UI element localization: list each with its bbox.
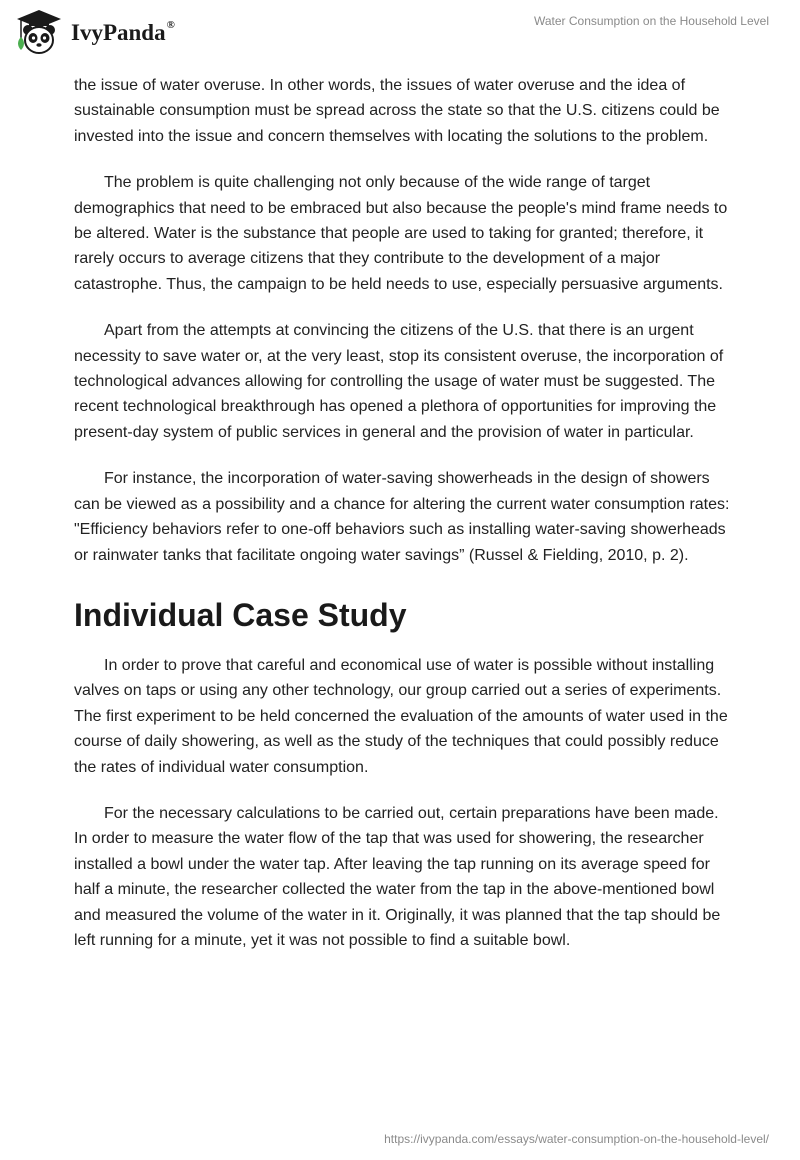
panda-graduate-icon bbox=[15, 8, 63, 56]
brand-name: IvyPanda® bbox=[71, 19, 175, 45]
paragraph: For the necessary calculations to be carried out, certain preparations have been made. In order to measure the water flow of the tap that was used for showering, the researcher installed a bowl under the water tap. After leaving the tap running on its average speed for half a minute, the researcher collected the water from the tap in the above-mentioned bowl and measured the volume of the water in it. Originally, it was planned that the tap should be left running for a minute, yet it was not possible to find a suitable bowl. bbox=[74, 804, 721, 949]
paragraph: Apart from the attempts at convincing the citizens of the U.S. that there is an urgent necessity to save water or, at the very least, stop its consistent overuse, the incorporation of technological advances allowing for controlling the usage of water must be suggested. The recent technological breakthrough has opened a plethora of opportunities for improving the present-day system of public services in general and the provision of water in particular. bbox=[74, 322, 724, 441]
paragraph: For instance, the incorporation of water-saving showerheads in the design of showers can be viewed as a possibility and a chance for altering the current water consumption rates: "Efficiency behaviors refer to one-off behaviors such as installing water-saving showerheads or rainwater tanks that facilitate ongoing water savings” (Russel & Fielding, 2010, p. 2). bbox=[74, 470, 730, 564]
document-title: Water Consumption on the Household Level bbox=[533, 14, 769, 28]
brand-logo[interactable] bbox=[15, 8, 175, 56]
section-heading: Individual Case Study bbox=[74, 596, 407, 633]
article-body bbox=[74, 73, 734, 974]
source-url[interactable]: https://ivypanda.com/essays/water-consumption-on-the-household-level/ bbox=[384, 1132, 769, 1146]
page-header bbox=[0, 0, 800, 70]
registered-mark: ® bbox=[166, 19, 175, 32]
paragraph: In order to prove that careful and economical use of water is possible without installing valves on taps or using any other technology, our group carried out a series of experiments. The first experiment to be held concerned the evaluation of the amounts of water used in the course of daily showering, as well as the study of the techniques that could possibly reduce the rates of individual water consumption. bbox=[74, 656, 728, 776]
paragraph: the issue of water overuse. In other words, the issues of water overuse and the idea of sustainable consumption must be spread across the state so that the U.S. citizens could be invested into the issue and concern themselves with locating the solutions to the problem. bbox=[74, 77, 720, 145]
paragraph: The problem is quite challenging not only because of the wide range of target demographics that need to be embraced but also because the people's mind frame needs to be altered. Water is the substance that people are used to taking for granted; therefore, it rarely occurs to average citizens that they contribute to the development of a major catastrophe. Thus, the campaign to be held needs to use, especially persuasive arguments. bbox=[74, 174, 728, 293]
